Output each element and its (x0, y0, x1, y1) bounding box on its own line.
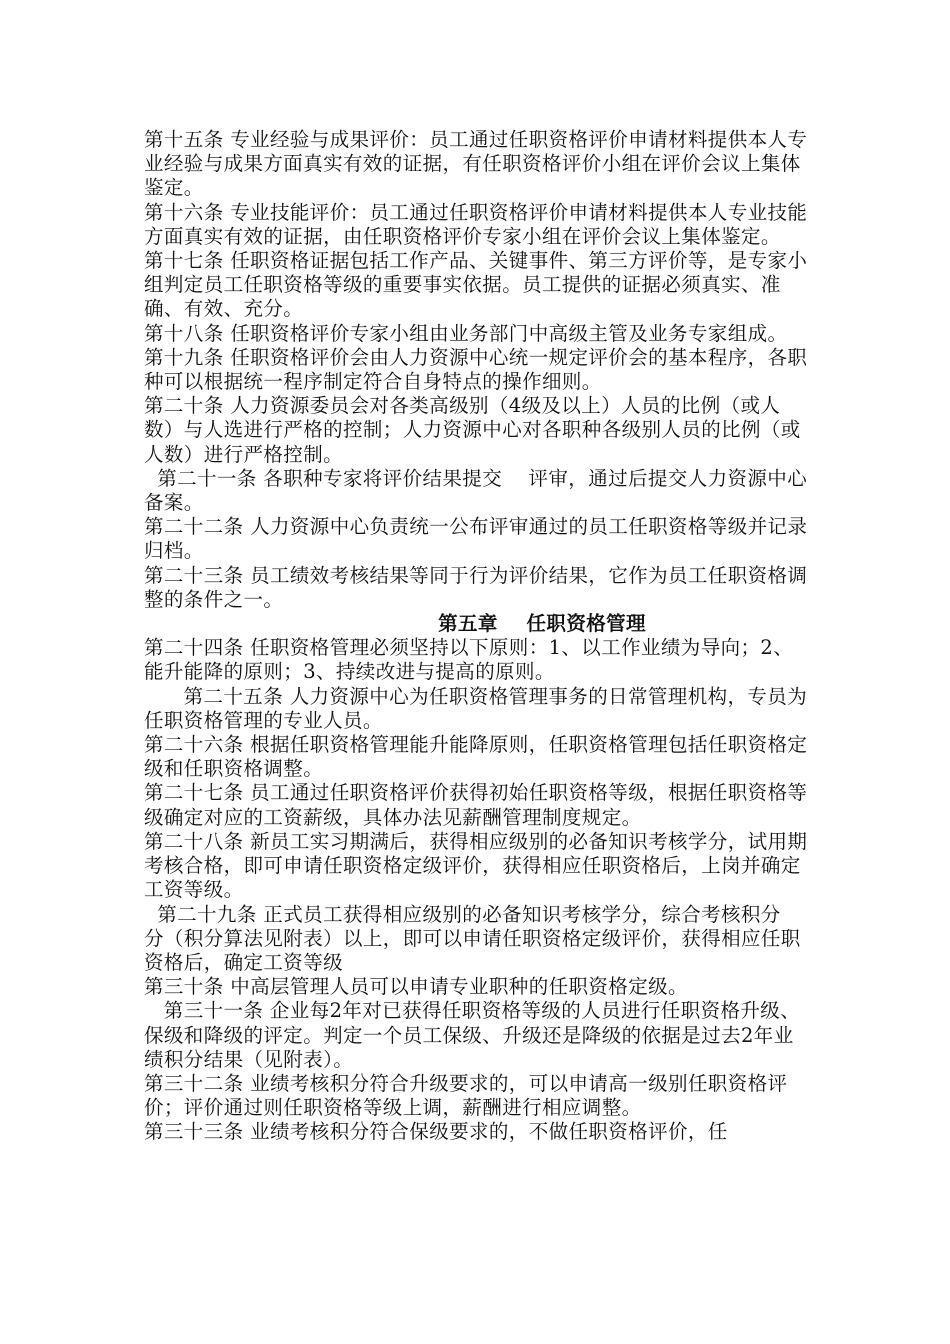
document-page (144, 128, 810, 1145)
article-22: 第二十二条 人力资源中心负责统一公布评审通过的员工任职资格等级并记录归档。 (144, 515, 808, 563)
article-20: 第二十条 人力资源委员会对各类高级别（4级及以上）人员的比例（或人数）与人选进行严格的控制；人力资源中心对各职种各级别人员的比例（或人数）进行严格控制。 (144, 394, 801, 466)
article-19: 第十九条 任职资格评价会由人力资源中心统一规定评价会的基本程序，各职种可以根据统一程序制定符合自身特点的操作细则。 (144, 345, 808, 394)
article-23: 第二十三条 员工绩效考核结果等同于行为评价结果，它作为员工任职资格调整的条件之一。 (144, 563, 808, 611)
article-29: 第二十九条 正式员工获得相应级别的必备知识考核学分，综合考核积分 分（积分算法见附表）以上，即可以申请任职资格定级评价，获得相应任职资格后，确定工资等级 (144, 902, 801, 974)
article-15: 第十五条 专业经验与成果评价：员工通过任职资格评价申请材料提供本人专业经验与成果方面真实有效的证据，有任职资格评价小组在评价会议上集体鉴定。 (144, 128, 808, 200)
article-21: 第二十一条 各职种专家将评价结果提交 评审，通过后提交人力资源中心备案。 (144, 466, 808, 515)
article-32: 第三十二条 业绩考核积分符合升级要求的，可以申请高一级别任职资格评价；评价通过则任职资格等级上调，薪酬进行相应调整。 (144, 1071, 788, 1120)
article-26: 第二十六条 根据任职资格管理能升能降原则，任职资格管理包括任职资格定级和任职资格调整。 (144, 733, 808, 781)
article-18: 第十八条 任职资格评价专家小组由业务部门中高级主管及业务专家组成。 (144, 321, 788, 345)
article-17: 第十七条 任职资格证据包括工作产品、关键事件、第三方评价等，是专家小组判定员工任职资格等级的重要事实依据。员工提供的证据必须真实、准确、有效、充分。 (144, 249, 808, 321)
article-25: 第二十五条 人力资源中心为任职资格管理事务的日常管理机构，专员为任职资格管理的专业人员。 (144, 684, 808, 732)
article-24: 第二十四条 任职资格管理必须坚持以下原则：1、以工作业绩为导向；2、能升能降的原则；3、持续改进与提高的原则。 (144, 636, 794, 684)
article-33: 第三十三条 业绩考核积分符合保级要求的，不做任职资格评价，任 (144, 1120, 728, 1144)
chapter-heading: 第五章 任职资格管理 (438, 612, 646, 636)
article-27: 第二十七条 员工通过任职资格评价获得初始任职资格等级，根据任职资格等级确定对应的工资薪级，具体办法见薪酬管理制度规定。 (144, 781, 808, 829)
article-28: 第二十八条 新员工实习期满后，获得相应级别的必备知识考核学分，试用期考核合格，即可申请任职资格定级评价，获得相应任职资格后，上岗并确定工资等级。 (144, 829, 808, 902)
article-30: 第三十条 中高层管理人员可以申请专业职种的任职资格定级。 (144, 975, 688, 999)
article-31: 第三十一条 企业每2年对已获得任职资格等级的人员进行任职资格升级、保级和降级的评定。判定一个员工保级、升级还是降级的依据是过去2年业绩积分结果（见附表）。 (144, 999, 801, 1071)
article-16: 第十六条 专业技能评价：员工通过任职资格评价申请材料提供本人专业技能方面真实有效的证据，由任职资格评价专家小组在评价会议上集体鉴定。 (144, 200, 808, 248)
